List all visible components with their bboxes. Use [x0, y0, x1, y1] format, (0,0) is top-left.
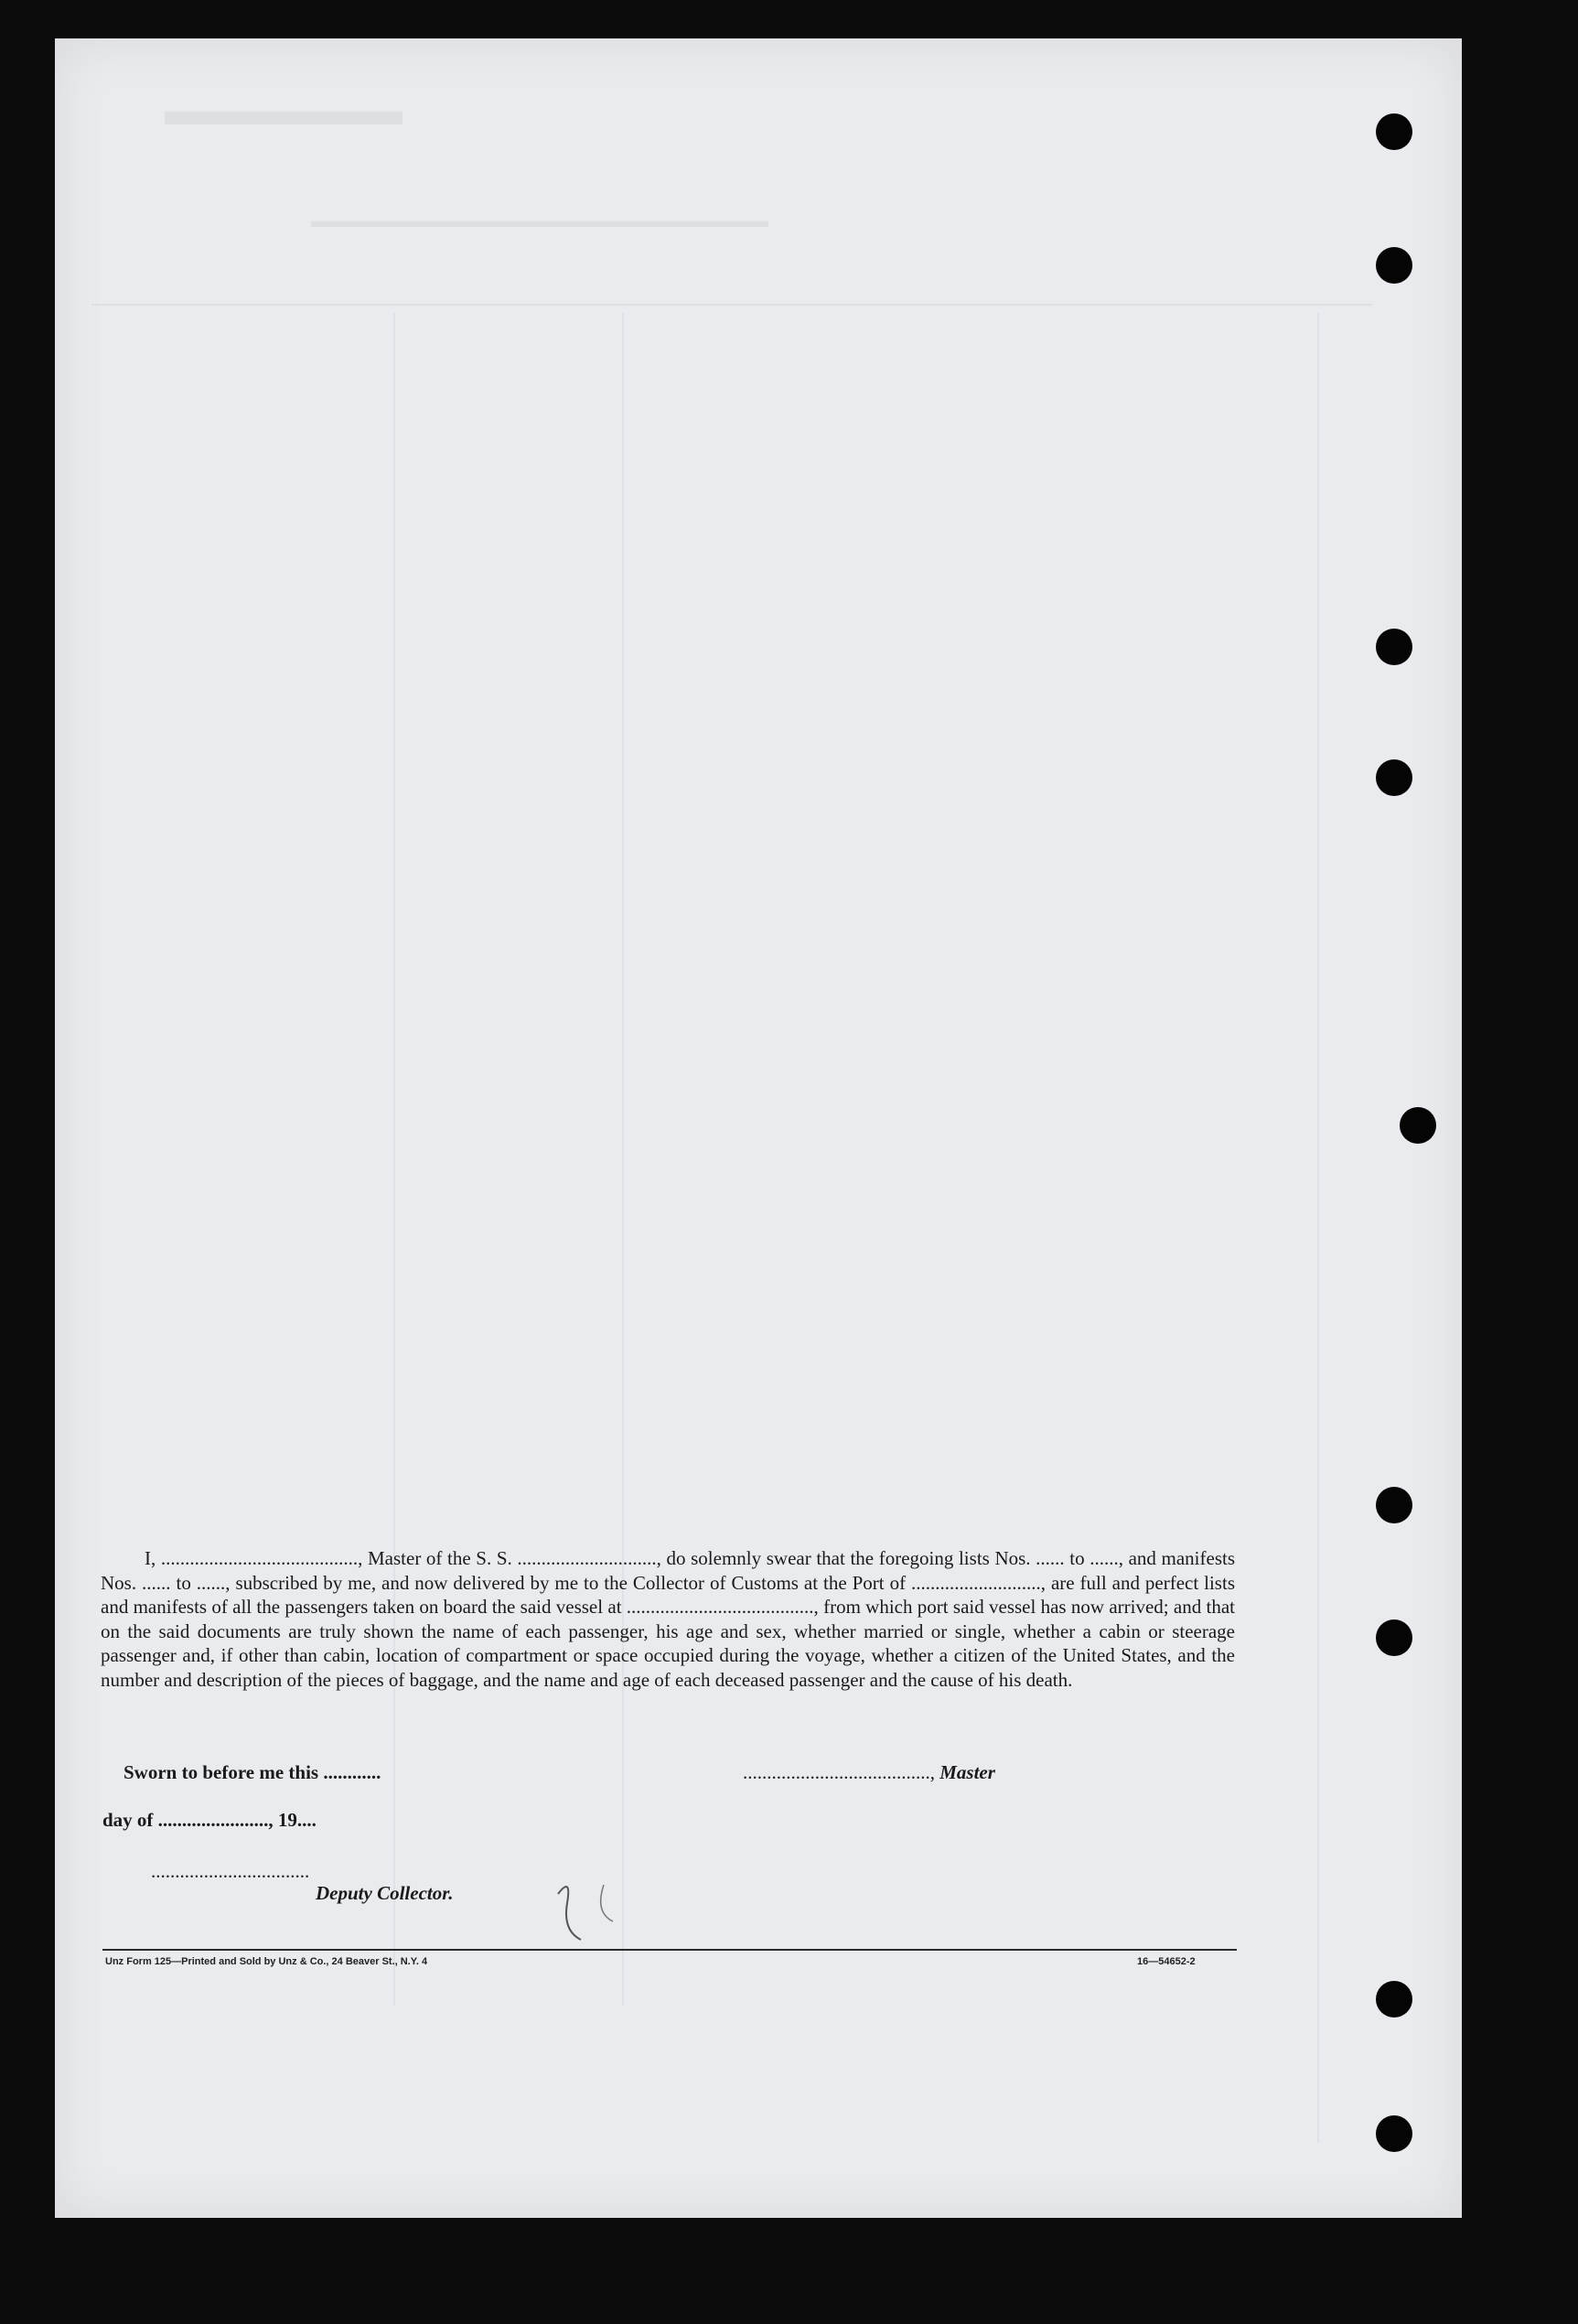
bleed-through-line: [311, 221, 768, 227]
punch-hole: [1376, 1619, 1412, 1656]
punch-hole: [1376, 247, 1412, 284]
bleed-through-column: [1317, 313, 1319, 2143]
oath-body: , Master of the S. S. ............................., do solemnly swear that the foregoing lists Nos. ...... to ......, and manifests Nos. ...... to ......, subscribed by me, and now delivered by me to the Collector of Customs at the Port of ..........................., are full and perfect lists and manifests of all the passengers taken on board the said vessel at ......................................., from which port said vessel has now arrived; and that on the said documents are truly shown the name of each passenger, his age and sex, whether married or single, whether a cabin or steerage passenger and, if other than cabin, location of compartment or space occupied during the voyage, whether a citizen of the United States, and the number and description of the pieces of baggage, and the name and age of each deceased passenger and the cause of his death.: [101, 1547, 1236, 1691]
sworn-line: Sworn to before me this ............: [123, 1761, 381, 1783]
printer-imprint: Unz Form 125—Printed and Sold by Unz & Co., 24 Beaver St., N.Y. 4: [105, 1956, 428, 1967]
master-signature-line: [743, 1761, 995, 1784]
deputy-signature-dots: .................................: [151, 1860, 310, 1882]
punch-hole: [1376, 629, 1412, 665]
punch-hole: [1376, 2115, 1412, 2152]
bleed-through-line: [91, 304, 1372, 306]
punch-hole: [1376, 113, 1412, 150]
bleed-through-header: [165, 112, 403, 124]
punch-hole: [1376, 1981, 1412, 2017]
master-signature-dots: .......................................,: [743, 1761, 935, 1783]
master-label: Master: [939, 1761, 995, 1783]
oath-lead: I, .........................................: [145, 1547, 359, 1569]
pencil-mark: [540, 1867, 622, 1958]
bleed-through-column: [393, 313, 395, 2006]
day-of-line: day of ......................., 19....: [102, 1809, 317, 1831]
oath-paragraph: [101, 1546, 1235, 1692]
form-number: 16—54652-2: [1137, 1956, 1196, 1967]
punch-hole: [1376, 759, 1412, 796]
bleed-through-column: [622, 313, 624, 2006]
punch-hole: [1400, 1107, 1436, 1144]
deputy-collector-label: Deputy Collector.: [316, 1882, 454, 1904]
document-page: [55, 38, 1462, 2218]
punch-hole: [1376, 1487, 1412, 1523]
footer-rule: [102, 1949, 1237, 1951]
